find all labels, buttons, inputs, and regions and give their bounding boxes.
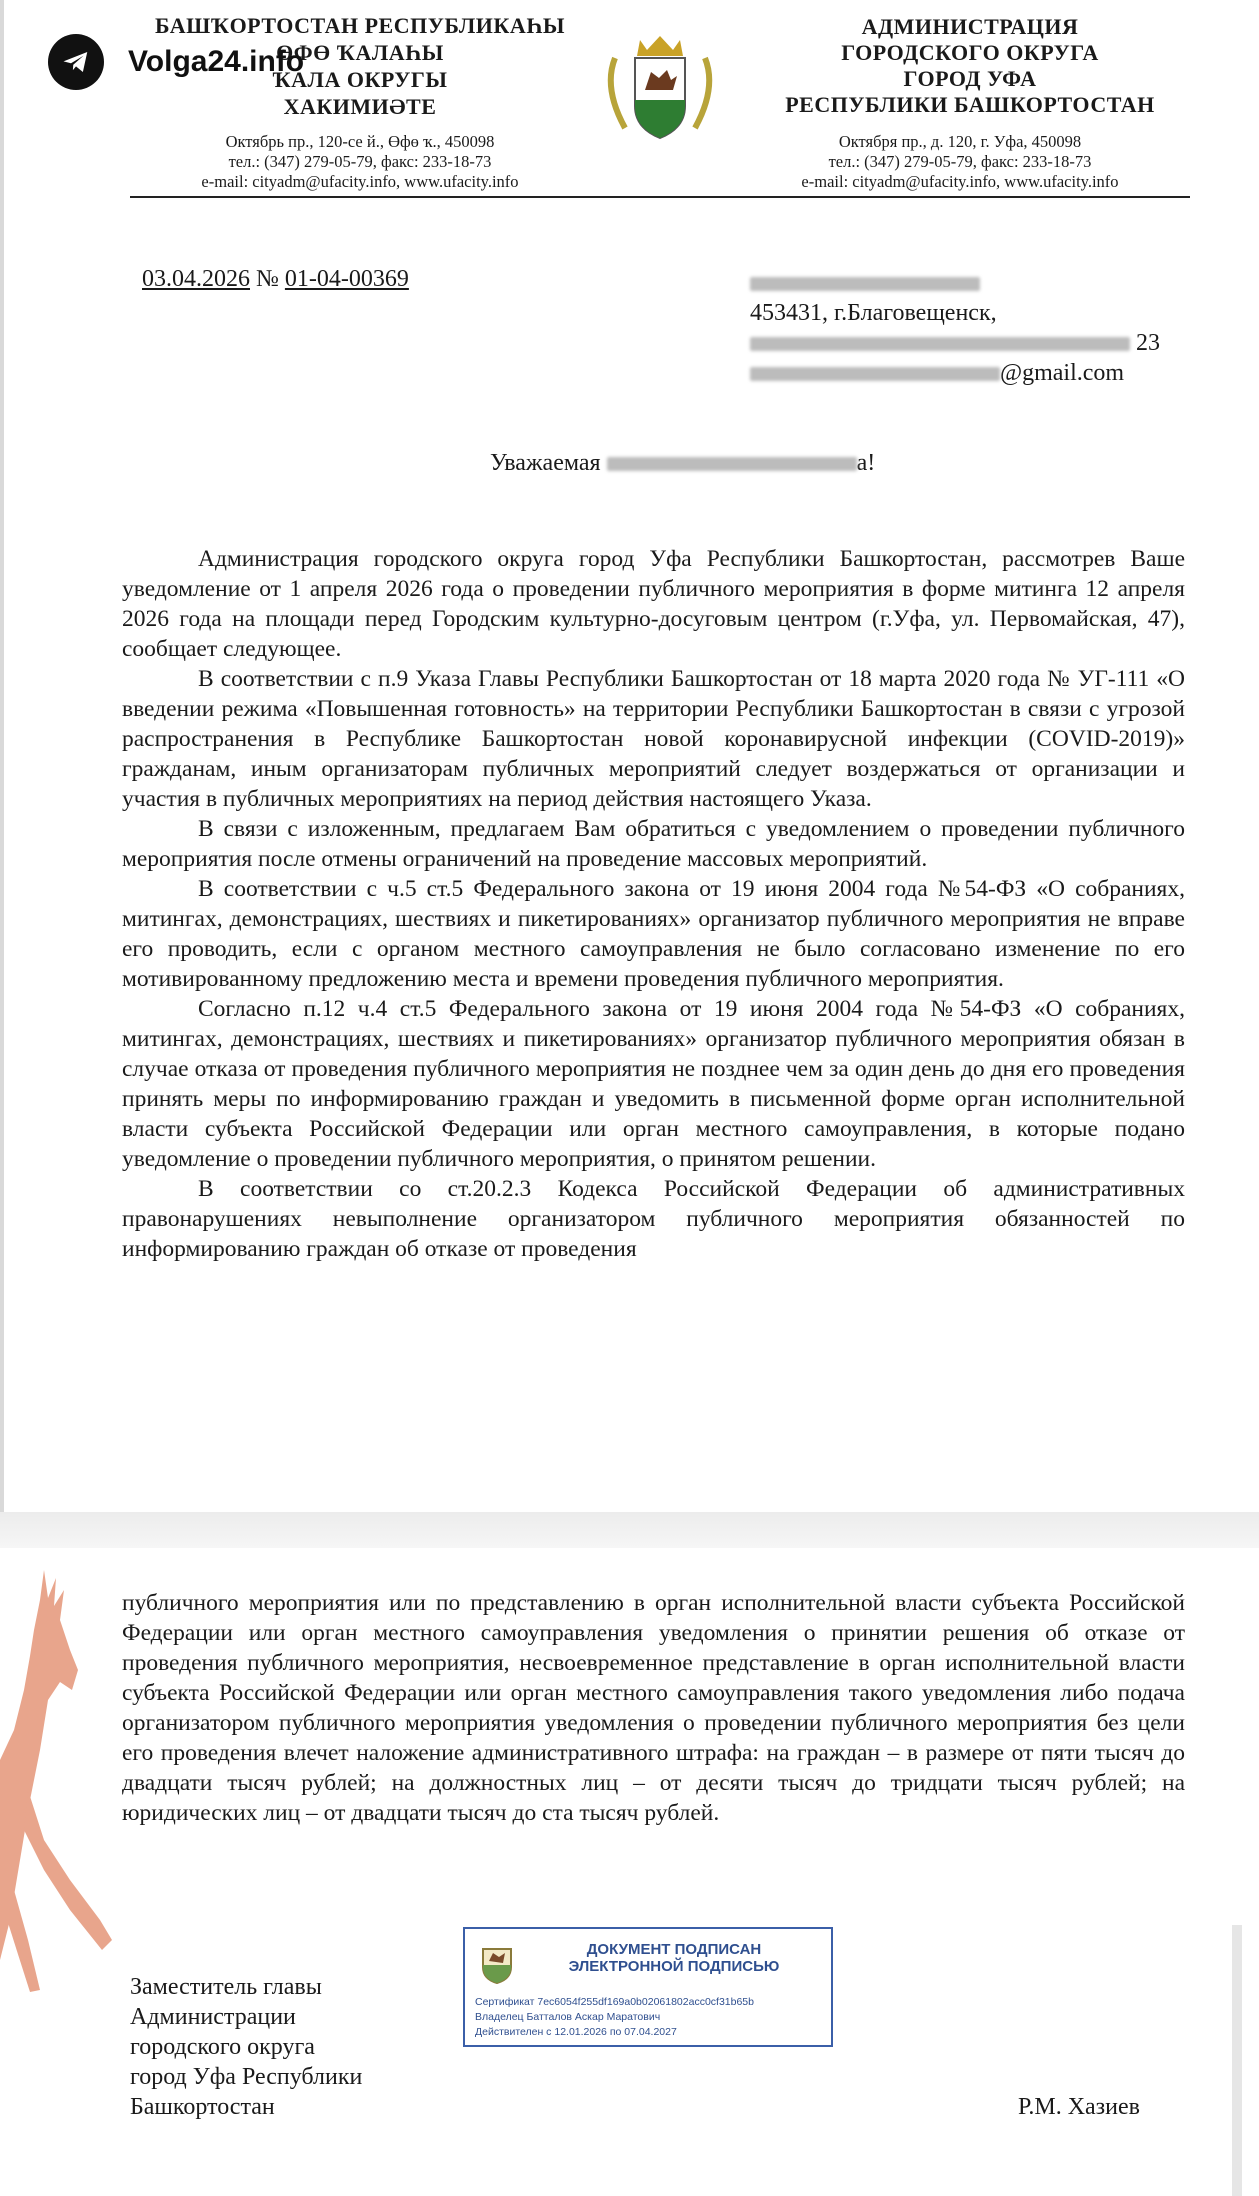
page-right-edge: [1232, 1925, 1242, 2196]
channel-name[interactable]: Volga24.info: [128, 45, 305, 78]
redaction: [750, 367, 1000, 381]
letterhead-russian-title: [750, 14, 1190, 118]
recipient-block: [750, 268, 1160, 388]
letterhead-left-line: БАШҠОРТОСТАН РЕСПУБЛИКАҺЫ: [155, 13, 565, 38]
letter-body-page2: [122, 1588, 1185, 1828]
channel-badge[interactable]: [48, 34, 304, 90]
recipient-street-tail: 23: [1136, 330, 1160, 356]
esign-title: [529, 1941, 819, 1975]
recipient-email-tail: @gmail.com: [1000, 360, 1125, 386]
salutation: [490, 450, 875, 477]
recipient-city: 453431, г.Благовещенск,: [750, 300, 997, 326]
registration-line: [142, 266, 409, 293]
salutation-end: а!: [856, 450, 876, 476]
esign-owner: Владелец Батталов Аскар Маратович: [475, 2011, 661, 2023]
letterhead-left-line: ӨФӨ ҠАЛАҺЫ: [276, 40, 444, 65]
letterhead-left-line: ҠАЛА ОКРУГЫ: [272, 67, 448, 92]
signer-line: Заместитель главы: [130, 1974, 322, 2000]
ufa-coat-of-arms-icon: [585, 28, 735, 148]
address-line: тел.: (347) 279-05-79, факс: 233-18-73: [228, 152, 492, 171]
address-line: Октября пр., д. 120, г. Уфа, 450098: [838, 132, 1082, 151]
coat-of-arms-small-icon: [475, 1941, 519, 1985]
body-paragraph: В соответствии с ч.5 ст.5 Федерального закона от 19 июня 2004 года №54-ФЗ «О собраниях, митингах, демонстрациях, шествиях и пикетированиях» организатор публичного мероприятия не вправе его проводить, если с органом местного самоуправления не было согласовано изменение по его мотивированному предложению места и времени проведения публичного мероприятия.: [122, 876, 1185, 992]
address-line: e-mail: cityadm@ufacity.info, www.ufacity.info: [801, 172, 1119, 191]
body-paragraph: В связи с изложенным, предлагаем Вам обратиться с уведомлением о проведении публичного мероприятия после отмены ограничений на проведение массовых мероприятий.: [122, 816, 1185, 872]
redaction: [607, 457, 857, 471]
redaction: [750, 277, 980, 291]
registration-number: 01-04-00369: [284, 266, 409, 292]
number-sign: №: [256, 266, 279, 292]
esign-title-line: ДОКУМЕНТ ПОДПИСАН: [586, 1941, 762, 1958]
signer-line: Башкортостан: [130, 2094, 275, 2120]
letterhead-right-line: ГОРОД УФА: [903, 66, 1037, 91]
esign-certificate: Сертификат 7ec6054f255df169a0b02061802acc0cf31b65b: [475, 1996, 754, 2008]
letterhead-right-line: ГОРОДСКОГО ОКРУГА: [841, 40, 1099, 65]
address-line: тел.: (347) 279-05-79, факс: 233-18-73: [828, 152, 1092, 171]
body-paragraph: публичного мероприятия или по представлению в орган исполнительной власти субъекта Российской Федерации или орган местного самоуправления уведомления о принятии решения об отказе от проведения публичного мероприятия, несвоевременное представление в орган исполнительной власти субъекта Российской Федерации или орган местного самоуправления такого уведомления либо подача организатором публичного мероприятия уведомления о проведении публичного мероприятия без цели его проведения влечет наложение административного штрафа: на граждан – в размере от пяти тысяч до двадцати тысяч рублей; на должностных лиц – от десяти тысяч до тридцати тысяч рублей; на юридических лиц – от двадцати тысяч до ста тысяч рублей.: [122, 1590, 1185, 1826]
electronic-signature-stamp: [463, 1927, 833, 2047]
deer-silhouette-icon: [0, 1560, 130, 2000]
letterhead-divider: [130, 196, 1190, 198]
signer-line: городского округа: [130, 2034, 315, 2060]
letterhead-left-line: ХАКИМИӘТЕ: [283, 94, 437, 119]
body-paragraph: Согласно п.12 ч.4 ст.5 Федерального закона от 19 июня 2004 года №54-ФЗ «О собраниях, митингах, демонстрациях, шествиях и пикетированиях» организатор публичного мероприятия обязан в случае отказа от проведения публичного мероприятия не позднее чем за один день до дня его проведения принять меры по информированию граждан и уведомить в письменной форме орган исполнительной власти субъекта Российской Федерации или орган местного самоуправления, в которые подано уведомление о проведении публичного мероприятия, о принятом решении.: [122, 996, 1185, 1172]
esign-validity: Действителен с 12.01.2026 по 07.04.2027: [475, 2026, 677, 2038]
page-break: [0, 1512, 1259, 1548]
signer-position: [130, 1972, 362, 2122]
body-paragraph: В соответствии с п.9 Указа Главы Республики Башкортостан от 18 марта 2020 года № УГ-111 «О введении режима «Повышенная готовность» на территории Республики Башкортостан в связи с угрозой распространения в Республике Башкортостан новой коронавирусной инфекции (COVID-2019)» гражданам, иным организаторам публичных мероприятий следует воздержаться от организации и участия в публичных мероприятиях на период действия настоящего Указа.: [122, 666, 1185, 812]
body-paragraph: Администрация городского округа город Уфа Республики Башкортостан, рассмотрев Ваше уведомление от 1 апреля 2026 года о проведении публичного мероприятия в форме митинга 12 апреля 2026 года на площади перед Городским культурно-досуговым центром (г.Уфа, ул. Первомайская, 47), сообщает следующее.: [122, 546, 1185, 662]
body-paragraph: В соответствии со ст.20.2.3 Кодекса Российской Федерации об административных правонарушениях невыполнение организатором публичного мероприятия обязанностей по информированию граждан об отказе от проведения: [122, 1176, 1185, 1262]
letterhead-right-line: РЕСПУБЛИКИ БАШКОРТОСТАН: [785, 92, 1155, 117]
recipient-email: [750, 358, 1160, 388]
redaction: [750, 337, 1130, 351]
address-line: e-mail: cityadm@ufacity.info, www.ufacity.info: [201, 172, 519, 191]
letterhead-right-address: [730, 132, 1190, 192]
salutation-start: Уважаемая: [490, 450, 601, 476]
letterhead-left-address: [130, 132, 590, 192]
signer-line: город Уфа Республики: [130, 2064, 363, 2090]
page-left-edge: [0, 0, 4, 1512]
signer-name: Р.М. Хазиев: [1018, 2094, 1140, 2120]
telegram-icon[interactable]: [48, 34, 104, 90]
signer-line: Администрации: [130, 2004, 296, 2030]
recipient-redacted-name: [750, 268, 1160, 298]
esign-details: [475, 1995, 754, 2040]
letter-body-page1: [122, 544, 1185, 1264]
esign-title-line: ЭЛЕКТРОННОЙ ПОДПИСЬЮ: [568, 1958, 780, 1975]
registration-date: 03.04.2026: [142, 266, 250, 292]
letterhead-right-line: АДМИНИСТРАЦИЯ: [861, 14, 1079, 39]
recipient-street: [750, 328, 1160, 358]
address-line: Октябрь пр., 120-се й., Өфө ҡ., 450098: [225, 132, 495, 151]
